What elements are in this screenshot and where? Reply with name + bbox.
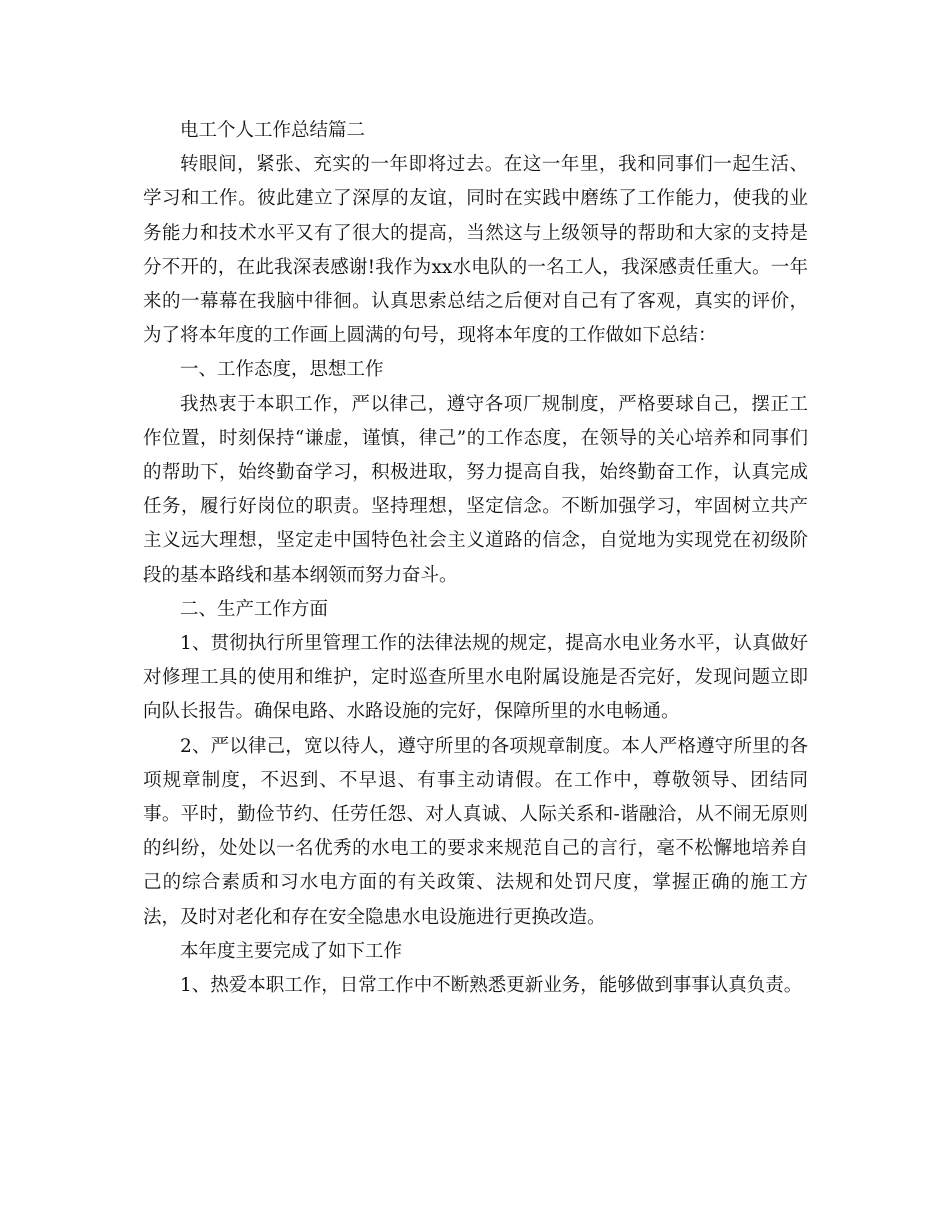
production-item-2: 2、严以律己，宽以待人，遵守所里的各项规章制度。本人严格遵守所里的各项规章制度，不迟到、不早退、有事主动请假。在工作中，尊敬领导、团结同事。平时，勤俭节约、任劳任怨、对人真诚、人际关系和-谐融洽，从不闹无原则的纠纷，处处以一名优秀的水电工的要求来规范自己的言行，毫不松懈地培养自己的综合素质和习水电方面的有关政策、法规和处罚尺度，掌握正确的施工方法，及时对老化和存在安全隐患水电设施进行更换改造。 [143, 735, 808, 928]
intro-paragraph: 转眼间，紧张、充实的一年即将过去。在这一年里，我和同事们一起生活、学习和工作。彼此建立了深厚的友谊，同时在实践中磨练了工作能力，使我的业务能力和技术水平又有了很大的提高，当然这与上级领导的帮助和大家的支持是分不开的，在此我深表感谢!我作为xx水电队的一名工人，我深感责任重大。一年来的一幕幕在我脑中徘徊。认真思索总结之后便对自己有了客观，真实的评价，为了将本年度的工作画上圆满的句号，现将本年度的工作做如下总结： [143, 154, 808, 347]
section-heading-completed-work: 本年度主要完成了如下工作 [180, 940, 403, 962]
document-title: 电工个人工作总结篇二 [180, 120, 366, 141]
production-item-1: 1、贯彻执行所里管理工作的法律法规的规定，提高水电业务水平，认真做好对修理工具的使用和维护，定时巡查所里水电附属设施是否完好，发现问题立即向队长报告。确保电路、水路设施的完好，保障所里的水电畅通。 [143, 633, 808, 723]
completed-work-item-1: 1、热爱本职工作，日常工作中不断熟悉更新业务，能够做到事事认真负责。 [180, 975, 803, 997]
attitude-paragraph: 我热衷于本职工作，严以律己，遵守各项厂规制度，严格要球自己，摆正工作位置，时刻保持“谦虚，谨慎，律己”的工作态度，在领导的关心培养和同事们的帮助下，始终勤奋学习，积极进取，努力提高自我，始终勤奋工作，认真完成任务，履行好岗位的职责。坚持理想，坚定信念。不断加强学习，牢固树立共产主义远大理想，坚定走中国特色社会主义道路的信念，自觉地为实现党在初级阶段的基本路线和基本纲领而努力奋斗。 [143, 393, 808, 586]
document-page [143, 114, 808, 1003]
section-heading-attitude: 一、工作态度，思想工作 [180, 359, 384, 381]
section-heading-production: 二、生产工作方面 [180, 598, 329, 620]
